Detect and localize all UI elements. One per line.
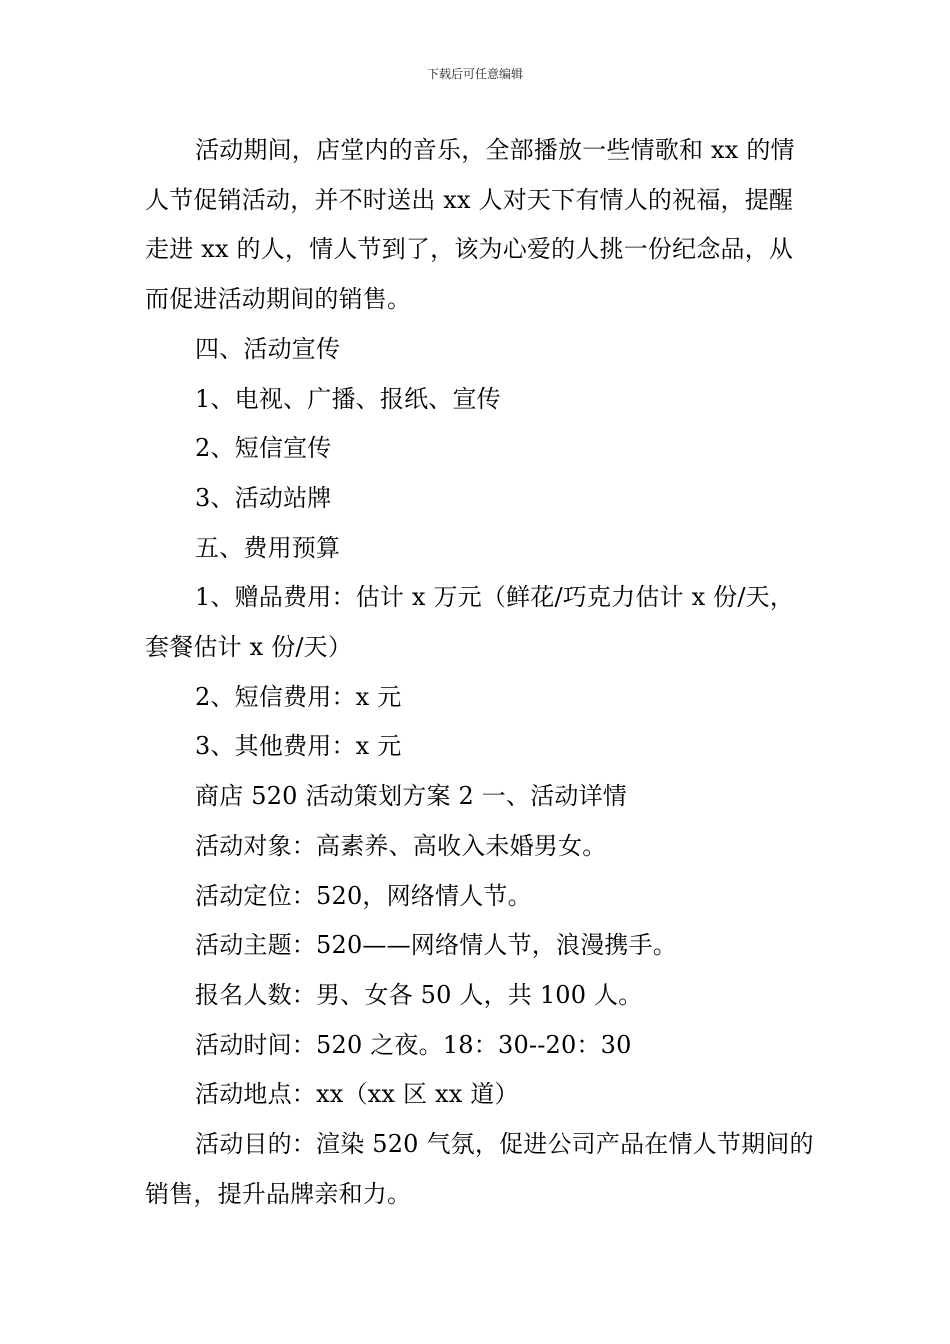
page-header: 下载后可任意编辑 [426,67,523,81]
paragraph-music: 活动期间，店堂内的音乐，全部播放一些情歌和 xx 的情人节促销活动，并不时送出 xx 人对天下有情人的祝福，提醒走进 xx 的人，情人节到了，该为心爱的人挑一份纪念品，从而促进活动期间的销售。 [145,136,795,314]
list-item-sms-cost: 2、短信费用：x 元 [195,682,402,711]
detail-location: 活动地点：xx（xx 区 xx 道） [195,1080,519,1109]
detail-time: 活动时间：520 之夜。18：30--20：30 [195,1030,632,1059]
detail-target: 活动对象：高素养、高收入未婚男女。 [195,831,607,860]
list-item-other-cost: 3、其他费用：x 元 [195,732,402,761]
list-item-media: 1、电视、广播、报纸、宣传 [195,384,501,413]
list-item-signboard: 3、活动站牌 [195,483,332,512]
detail-purpose: 活动目的：渲染 520 气氛，促进公司产品在情人节期间的销售，提升品牌亲和力。 [145,1130,814,1208]
heading-promotion: 四、活动宣传 [195,334,341,363]
section-title-plan-2: 商店 520 活动策划方案 2 一、活动详情 [195,782,627,811]
list-item-gift-cost: 1、赠品费用：估计 x 万元（鲜花/巧克力估计 x 份/天，套餐估计 x 份/天） [145,583,795,662]
heading-budget: 五、费用预算 [195,533,341,562]
list-item-sms: 2、短信宣传 [195,434,332,463]
detail-positioning: 活动定位：520，网络情人节。 [195,881,532,910]
document-body [145,126,815,1219]
detail-theme: 活动主题：520——网络情人节，浪漫携手。 [195,931,678,960]
detail-registrants: 报名人数：男、女各 50 人，共 100 人。 [195,980,643,1009]
